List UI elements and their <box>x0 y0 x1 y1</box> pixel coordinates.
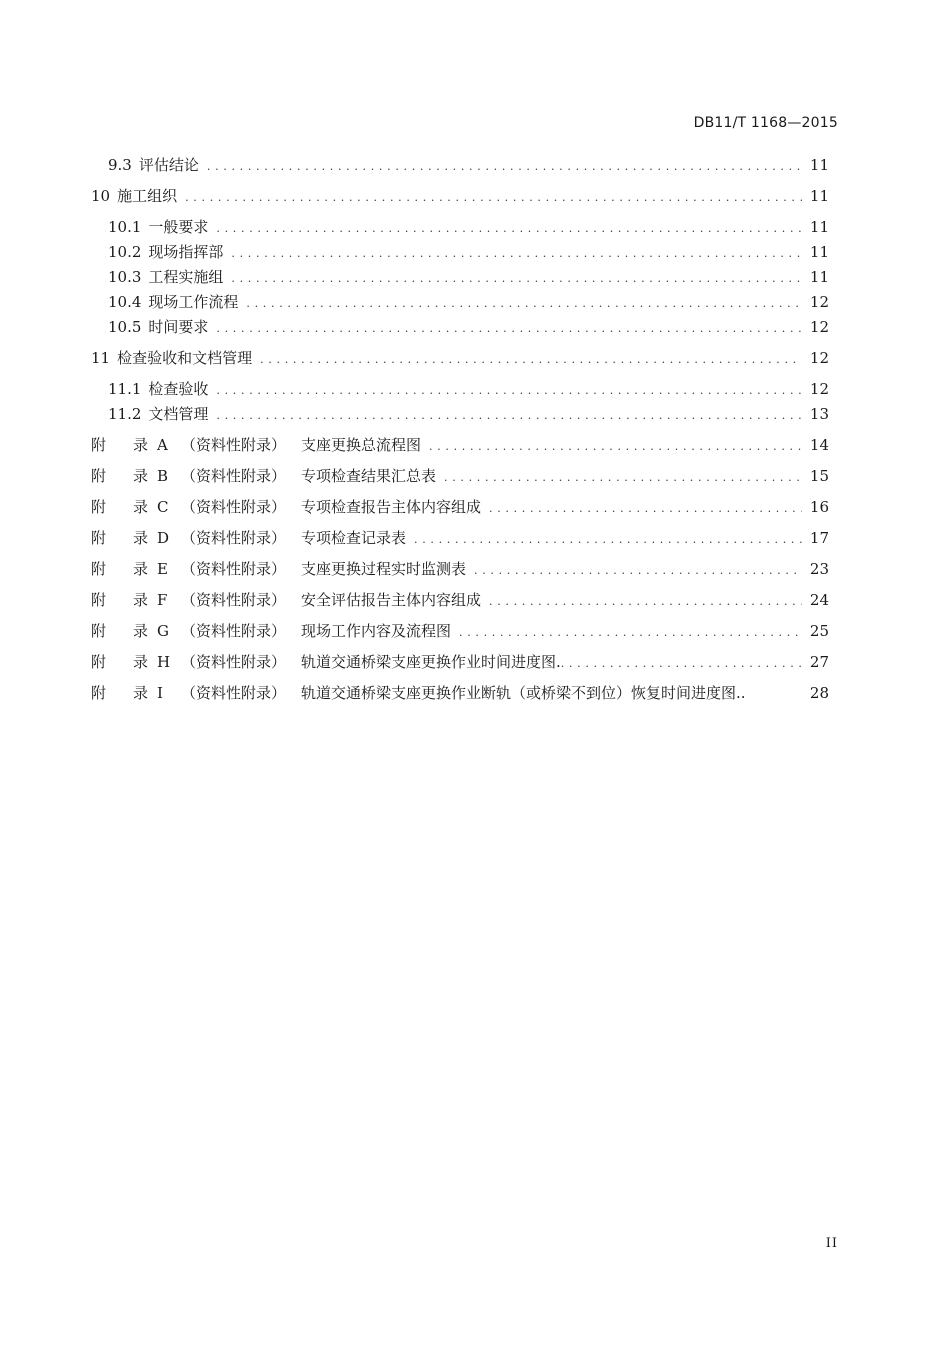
appendix-kind: （资料性附录） <box>181 436 287 454</box>
appendix-page: 24 <box>809 591 829 609</box>
appendix-word-lu: 录 <box>133 498 149 516</box>
appendix-letter: I <box>157 684 163 702</box>
toc-entry[interactable] <box>91 290 829 315</box>
appendix-entry[interactable] <box>91 495 829 520</box>
dot-leader <box>561 650 802 676</box>
toc-number: 11.2 <box>108 405 142 423</box>
appendix-title: 轨道交通桥梁支座更换作业时间进度图. <box>301 653 561 671</box>
dot-leader <box>216 402 801 428</box>
appendix-letter: E <box>157 560 168 578</box>
appendix-word-fu: 附 <box>91 529 107 547</box>
appendix-title: 轨道交通桥梁支座更换作业断轨（或桥梁不到位）恢复时间进度图.. <box>301 684 746 702</box>
appendix-label <box>91 557 301 582</box>
toc-entry[interactable] <box>91 315 829 340</box>
toc-title: 检查验收和文档管理 <box>117 349 253 367</box>
appendix-page: 27 <box>809 653 829 671</box>
toc-number: 10.4 <box>108 293 142 311</box>
appendix-entry[interactable] <box>91 650 829 675</box>
dot-leader <box>216 215 801 241</box>
toc-page: 12 <box>809 318 829 336</box>
appendix-letter: H <box>157 653 171 671</box>
toc-number: 10.3 <box>108 268 142 286</box>
toc-title: 时间要求 <box>148 318 209 336</box>
dot-leader <box>459 619 802 645</box>
appendix-page: 17 <box>809 529 829 547</box>
toc-entry[interactable] <box>91 153 829 178</box>
appendix-kind: （资料性附录） <box>181 560 287 578</box>
toc-entry[interactable] <box>91 377 829 402</box>
appendix-word-fu: 附 <box>91 591 107 609</box>
toc-number: 11.1 <box>108 380 142 398</box>
appendix-entry[interactable] <box>91 557 829 582</box>
appendix-word-fu: 附 <box>91 498 107 516</box>
appendix-label <box>91 681 301 706</box>
page-number: II <box>825 1236 838 1251</box>
appendix-title: 现场工作内容及流程图 <box>301 622 452 640</box>
toc-number: 10.1 <box>108 218 142 236</box>
toc-page: 13 <box>809 405 829 423</box>
dot-leader <box>231 240 801 266</box>
dot-leader <box>260 346 802 372</box>
toc-title: 文档管理 <box>148 405 209 423</box>
appendix-kind: （资料性附录） <box>181 622 287 640</box>
appendix-label <box>91 619 301 644</box>
toc-number: 10.5 <box>108 318 142 336</box>
appendix-word-lu: 录 <box>133 653 149 671</box>
appendix-label <box>91 495 301 520</box>
dot-leader <box>231 265 801 291</box>
appendix-label <box>91 650 301 675</box>
toc-title: 检查验收 <box>148 380 209 398</box>
toc-page: 11 <box>809 218 829 236</box>
appendix-page: 14 <box>809 436 829 454</box>
dot-leader <box>185 184 802 210</box>
appendix-word-lu: 录 <box>133 622 149 640</box>
toc-number: 11 <box>91 349 111 367</box>
toc-title: 工程实施组 <box>148 268 224 286</box>
document-code: DB11/T 1168—2015 <box>693 115 838 131</box>
appendix-word-lu: 录 <box>133 684 149 702</box>
dot-leader <box>216 377 801 403</box>
dot-leader <box>489 588 802 614</box>
toc-number: 9.3 <box>108 156 132 174</box>
appendix-title: 支座更换总流程图 <box>301 436 422 454</box>
appendix-label <box>91 588 301 613</box>
toc-title: 现场工作流程 <box>148 293 239 311</box>
appendix-kind: （资料性附录） <box>181 591 287 609</box>
appendix-title: 专项检查报告主体内容组成 <box>301 498 482 516</box>
dot-leader <box>489 495 802 521</box>
appendix-kind: （资料性附录） <box>181 684 287 702</box>
appendix-label <box>91 464 301 489</box>
appendix-word-fu: 附 <box>91 653 107 671</box>
appendix-letter: G <box>157 622 169 640</box>
appendix-letter: F <box>157 591 168 609</box>
appendix-entry[interactable] <box>91 588 829 613</box>
dot-leader <box>474 557 802 583</box>
appendix-title: 专项检查结果汇总表 <box>301 467 437 485</box>
appendix-kind: （资料性附录） <box>181 653 287 671</box>
appendix-kind: （资料性附录） <box>181 498 287 516</box>
appendix-page: 15 <box>809 467 829 485</box>
appendix-page: 23 <box>809 560 829 578</box>
appendix-entry[interactable] <box>91 464 829 489</box>
appendix-kind: （资料性附录） <box>181 467 287 485</box>
toc-title: 施工组织 <box>117 187 178 205</box>
appendix-title: 专项检查记录表 <box>301 529 407 547</box>
appendix-entry[interactable] <box>91 433 829 458</box>
appendix-kind: （资料性附录） <box>181 529 287 547</box>
dot-leader <box>246 290 801 316</box>
dot-leader <box>444 464 802 490</box>
toc-page: 12 <box>809 380 829 398</box>
toc-entry[interactable] <box>91 184 829 209</box>
appendix-title: 安全评估报告主体内容组成 <box>301 591 482 609</box>
table-of-contents <box>91 153 829 706</box>
dot-leader <box>414 526 802 552</box>
toc-page: 11 <box>809 187 829 205</box>
appendix-word-fu: 附 <box>91 560 107 578</box>
appendix-word-fu: 附 <box>91 467 107 485</box>
appendix-word-fu: 附 <box>91 622 107 640</box>
toc-entry[interactable] <box>91 402 829 427</box>
appendix-letter: B <box>157 467 169 485</box>
appendix-entry[interactable] <box>91 681 829 706</box>
toc-page: 11 <box>809 268 829 286</box>
appendix-title: 支座更换过程实时监测表 <box>301 560 467 578</box>
toc-number: 10 <box>91 187 111 205</box>
appendix-entry[interactable] <box>91 526 829 551</box>
appendix-word-fu: 附 <box>91 436 107 454</box>
dot-leader <box>216 315 801 341</box>
toc-number: 10.2 <box>108 243 142 261</box>
appendix-word-lu: 录 <box>133 529 149 547</box>
dot-leader <box>429 433 802 459</box>
toc-entry[interactable] <box>91 265 829 290</box>
toc-page: 11 <box>809 243 829 261</box>
appendix-word-lu: 录 <box>133 591 149 609</box>
toc-page: 12 <box>809 293 829 311</box>
toc-entry[interactable] <box>91 346 829 371</box>
appendix-word-lu: 录 <box>133 467 149 485</box>
appendix-entry[interactable] <box>91 619 829 644</box>
toc-entry[interactable] <box>91 240 829 265</box>
toc-title: 一般要求 <box>148 218 209 236</box>
appendix-label <box>91 526 301 551</box>
appendix-label <box>91 433 301 458</box>
toc-title: 现场指挥部 <box>148 243 224 261</box>
appendix-word-lu: 录 <box>133 436 149 454</box>
dot-leader <box>207 153 802 179</box>
appendix-letter: A <box>157 436 168 454</box>
appendix-page: 28 <box>809 684 829 702</box>
appendix-word-lu: 录 <box>133 560 149 578</box>
appendix-word-fu: 附 <box>91 684 107 702</box>
appendix-letter: D <box>157 529 170 547</box>
toc-title: 评估结论 <box>138 156 199 174</box>
appendix-letter: C <box>157 498 169 516</box>
toc-entry[interactable] <box>91 215 829 240</box>
toc-page: 11 <box>809 156 829 174</box>
appendix-page: 16 <box>809 498 829 516</box>
appendix-page: 25 <box>809 622 829 640</box>
toc-page: 12 <box>809 349 829 367</box>
